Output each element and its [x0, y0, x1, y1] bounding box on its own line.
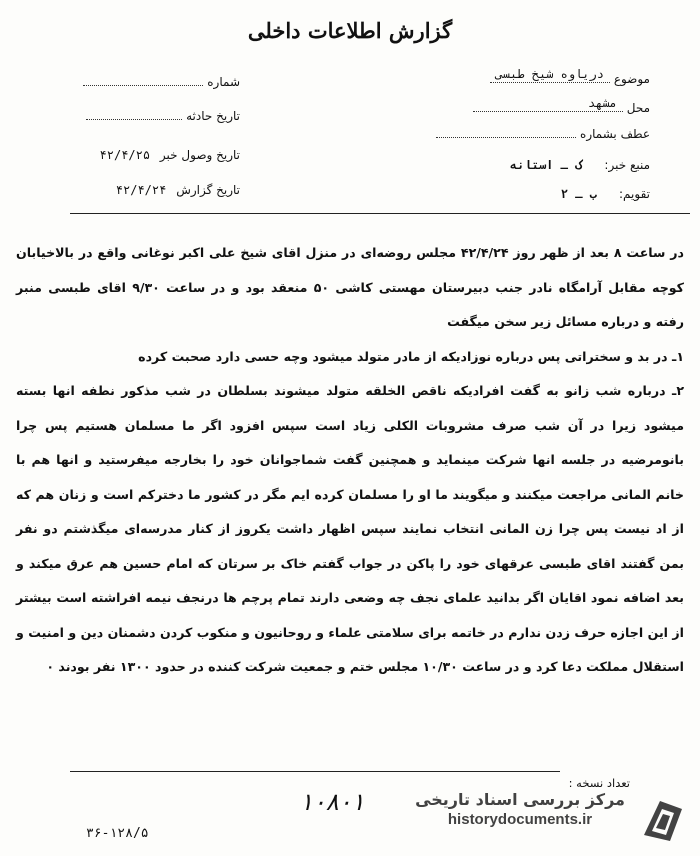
report-body — [16, 236, 684, 685]
source-field — [510, 158, 650, 173]
reference-field — [436, 127, 650, 141]
report-date-value: ۴۲/۴/۲۴ — [115, 183, 167, 197]
body-paragraph-1: در ساعت ۸ بعد از ظهر روز ۴۲/۴/۲۴ مجلس روضه‌ای در منزل اقای شیخ علی اکبر نوغانی واقع در بالاخیابان کوچه مقابل آرامگاه نادر جنب دبیرستان مهستی کاشی ۵۰ منعقد بود و در ساعت ۹/۳۰ اقای طبسی منبر رفته و درباره مسائل زیر سخن میگفت — [16, 245, 684, 329]
subject-label: موضوع — [613, 72, 650, 86]
subject-field — [490, 67, 650, 86]
copies-label: تعداد نسخه : — [568, 776, 630, 790]
reference-label: عطف بشماره — [580, 127, 650, 141]
evaluation-label: تقویم: — [619, 187, 650, 201]
number-label: شماره — [207, 75, 240, 89]
handwritten-number: ۱۰۸۰۱ — [300, 788, 365, 816]
place-value: مشهد — [588, 96, 617, 110]
number-field — [83, 75, 240, 89]
number-dots — [83, 75, 203, 86]
incident-date-label: تاریخ حادثه — [186, 109, 240, 123]
body-paragraph-3: ۲ـ درباره شب زانو به گفت افرادیکه ناقص الخلقه متولد میشوند بسلطان در شب مذکور نطفه انها بسته میشود زیرا در آن شب صرف مشروبات الکلی زیاد است سپس افزود اگر ما مسلمان هستیم پس چرا بانومرضیه در جلسه انها شرکت مینماید و همچنین گفت شماجوانان خود را بخارجه میفرستید و انها هم با خانم المانی مراجعت میکنند و میگویند ما او را مسلمان کرده ایم مگر در کشور ما دخترکم است و زنان هم که از اد نیست پس چرا زن المانی انتخاب نمایند سپس اظهار داشت یکروز از کنار مدرسه‌ای میگذشتم دو نفر بمن گفتند اقای طبسی عرقهای خود را پاکن در جواب گفتم خاک بر سرتان که امام حسین هم عرق میکند و بعد اضافه نمود اقایان اگر بدانید علمای نجف چه وضعی دارند تمام پرچم ها درنجف نیمه افراشته است بیشتر از این اجازه حرف زدن ندارم در خاتمه برای سلامتی علماء و روحانیون و منکوب کردن دشمنان دین و امنیت و استقلال مملکت دعا کرد و در ساعت ۱۰/۳۰ مجلس ختم و جمعیت شرکت کننده در حدود ۱۳۰۰ نفر بودند ۰ — [16, 383, 684, 674]
received-date-value: ۴۲/۴/۲۵ — [99, 148, 151, 162]
source-value: ک ـ استانه — [510, 158, 583, 172]
place-dots — [473, 96, 623, 112]
place-label: محل — [626, 101, 650, 115]
archive-logo-icon — [640, 795, 686, 845]
place-field — [473, 96, 650, 115]
document-code: ۳۶-۱۲۸/۵ — [86, 826, 149, 841]
incident-date-dots — [86, 109, 182, 120]
report-title: گزارش اطلاعات داخلی — [247, 18, 453, 43]
report-date-field — [116, 183, 240, 197]
source-label: منبع خبر: — [604, 158, 650, 172]
header-divider — [70, 213, 690, 214]
reference-dots — [436, 127, 576, 138]
body-paragraph-2: ۱ـ در بد و سختراتی پس درباره نوزادیکه از مادر متولد میشود وچه حسی دارد صحبت کرده — [138, 348, 684, 364]
watermark-url: historydocuments.ir — [447, 811, 593, 828]
received-date-field — [100, 148, 240, 162]
evaluation-field — [561, 187, 650, 202]
footer-divider — [70, 771, 560, 772]
archive-watermark — [400, 790, 640, 828]
report-date-label: تاریخ گزارش — [176, 183, 240, 197]
subject-dots — [490, 67, 610, 83]
incident-date-field — [86, 109, 240, 123]
received-date-label: تاریخ وصول خبر — [159, 148, 240, 162]
subject-value: دریاوه شیخ طبسی — [495, 67, 604, 81]
watermark-text: مرکز بررسی اسناد تاریخی — [415, 790, 625, 809]
evaluation-value: ب ـ ۲ — [560, 187, 597, 201]
